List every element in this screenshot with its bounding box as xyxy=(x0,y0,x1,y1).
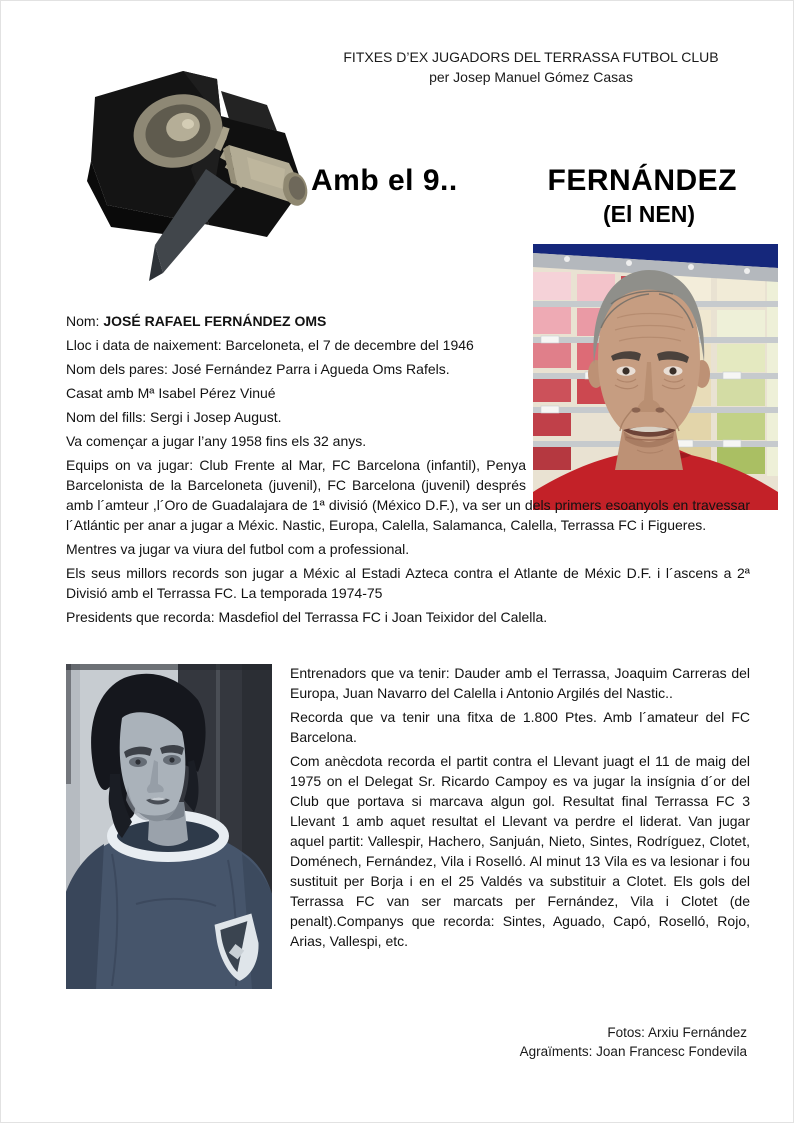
fact-parents: Nom dels pares: José Fernández Parra i Agueda Oms Rafels. xyxy=(66,361,450,377)
paragraph-anecdote: Com anècdota recorda el partit contra el Llevant juagt el 11 de maig del 1975 on el Delegat Sr. Ricardo Campoy es va jugar la insígnia d´or del Club que portava si marcava algun gol. Resultat final Terrassa FC 3 Llevant 1 amb aquet resultat el Llevant va perdre el liderat. Van jugar aquel partit: Vallespir, Hachero, Sanjuán, Nieto, Sintes, Rodríguez, Clotet, Doménech, Fernández, Vila i Roselló. Al minut 13 Vila es va lesionar i fou sustituit per Borja i en el 25 Valdés va substituir a Clotet. Els gols del Terrassa FC van ser marcats per Fernández, Vila i Clotet (de penalt).Companys que recorda: Sintes, Aguado, Capó, Roselló, Rojo, Arias, Vallespi, etc. xyxy=(290,753,750,949)
nom-label: Nom: xyxy=(66,313,104,329)
fact-children: Nom del fills: Sergi i Josep August. xyxy=(66,409,282,425)
fact-birth: Lloc i data de naixement: Barceloneta, el 7 de decembre del 1946 xyxy=(66,337,474,353)
paragraph-presidents: Presidents que recorda: Masdefiol del Terrassa FC i Joan Teixidor del Calella. xyxy=(66,609,548,625)
credit-photos: Fotos: Arxiu Fernández xyxy=(607,1025,747,1040)
fact-spouse: Casat amb Mª Isabel Pérez Vinué xyxy=(66,385,276,401)
paragraph-professional: Mentres va jugar va viura del futbol com a professional. xyxy=(66,541,410,557)
paragraph-coaches: Entrenadors que va tenir: Dauder amb el Terrassa, Joaquim Carreras del Europa, Juan Navarro del Calella i Antonio Argilés del Nastic.. xyxy=(290,665,750,701)
title-block xyxy=(311,163,737,228)
profile-text-lower xyxy=(66,663,750,991)
credits xyxy=(520,1023,747,1061)
header-byline: per Josep Manuel Gómez Casas xyxy=(429,69,633,85)
camera-photo xyxy=(71,39,321,291)
nom-value: JOSÉ RAFAEL FERNÁNDEZ OMS xyxy=(103,313,327,329)
document-header xyxy=(299,47,763,87)
fact-career-start: Va començar a jugar l’any 1958 fins els 32 anys. xyxy=(66,433,367,449)
portrait-wrap-spacer xyxy=(526,455,750,495)
title-surname: FERNÁNDEZ xyxy=(547,164,737,197)
title-nickname: (El NEN) xyxy=(603,201,695,227)
paragraph-teams: Equips on va jugar: Club Frente al Mar, FC Barcelona (infantil), Penya Barcelonista de la Barceloneta (juvenil), FC Barcelona (juvenil) després amb l´amteur ,l´Oro de Guadalajara de 1ª divisió (México D.F.), va ser un dels primers esoanyols en travessar l´Atlántic per anar a jugar a Méxic. Nastic, Europa, Calella, Salamanca, Calella, Terrassa FC i Figueres. xyxy=(66,457,750,533)
title-lead: Amb el 9.. xyxy=(311,164,458,197)
paragraph-records: Els seus millors records son jugar a Méxic al Estadi Azteca contra el Atlante de Méxic D.F. i l´ascens a 2ª Divisió amb el Terrassa FC. La temporada 1974-75 xyxy=(66,565,750,601)
nom-line xyxy=(66,311,522,331)
profile-text-upper xyxy=(66,311,750,631)
credit-thanks: Agraïments: Joan Francesc Fondevila xyxy=(519,1044,747,1059)
paragraph-fee: Recorda que va tenir una fitxa de 1.800 Ptes. Amb l´amateur del FC Barcelona. xyxy=(290,709,750,745)
header-line-1: FITXES D’EX JUGADORS DEL TERRASSA FUTBOL CLUB xyxy=(343,49,719,65)
bw-photo-wrap-spacer xyxy=(66,663,290,991)
camera-illustration xyxy=(71,39,321,291)
